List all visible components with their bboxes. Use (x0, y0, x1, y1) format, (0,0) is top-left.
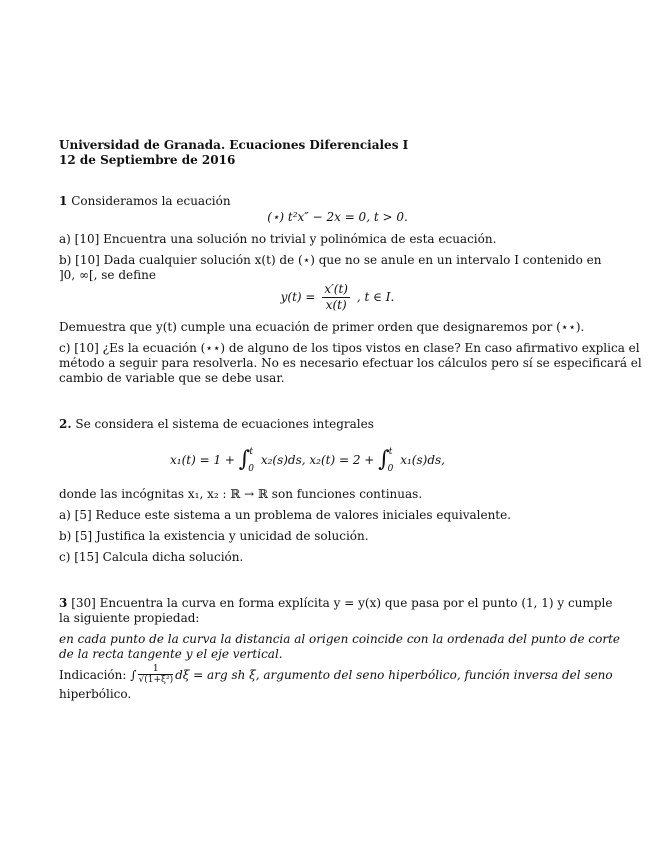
p3-indicacion-line2: hiperbólico. (59, 687, 132, 701)
p1-demuestra: Demuestra que y(t) cumple una ecuación de primer orden que designaremos por (⋆⋆). (59, 320, 585, 334)
p1-y-lhs: y(t) = (280, 290, 316, 304)
p2-integral-system (0, 444, 635, 477)
integral-sign-2: ∫ (378, 446, 390, 472)
p2-intro-text: Se considera el sistema de ecuaciones integrales (75, 417, 374, 431)
p3-number: 3 (59, 596, 68, 610)
p1-part-c-line1: c) [10] ¿Es la ecuación (⋆⋆) de alguno de los tipos vistos en clase? En caso afirmativo explica el (59, 341, 640, 355)
p3-ind-numerator: 1 (138, 665, 173, 675)
integral-upper-2: t (388, 446, 393, 457)
integral-lower-2: 0 (387, 463, 394, 474)
p1-intro-text: Consideramos la ecuación (71, 194, 231, 208)
p3-l1-text: [30] Encuentra la curva en forma explícita y = y(x) que pasa por el punto (1, 1) y cumple (71, 596, 613, 610)
header-date: 12 de Septiembre de 2016 (59, 153, 236, 167)
p1-part-c-line2: método a seguir para resolverla. No es necesario efectuar los cálculos pero sí se especificará el (59, 356, 642, 370)
p3-ind-rest: dξ = arg sh ξ, argumento del seno hiperbólico, función inversa del seno (175, 668, 613, 682)
integral-upper-1: t (249, 446, 253, 457)
p1-y-definition (10, 281, 655, 313)
p3-statement-line2: la siguiente propiedad: (59, 611, 200, 625)
p3-indicacion-line1 (59, 664, 613, 686)
p1-equation-star: (⋆) t²x″ − 2x = 0, t > 0. (267, 210, 408, 224)
p1-intro (59, 193, 559, 209)
p3-statement-line1 (59, 595, 613, 611)
p1-y-denominator: x(t) (325, 298, 347, 312)
p2-part-c: c) [15] Calcula dicha solución. (59, 550, 244, 564)
p1-y-fraction (322, 282, 350, 313)
p1-part-b-line2: ]0, ∞[, se define (59, 268, 156, 282)
p1-part-b-line1: b) [10] Dada cualquier solución x(t) de (⋆) que no se anule en un intervalo I contenido en (59, 253, 602, 267)
p2-part-a: a) [5] Reduce este sistema a un problema de valores iniciales equivalente. (59, 508, 512, 522)
p2-intro (59, 416, 559, 432)
p1-y-numerator: x′(t) (324, 282, 348, 296)
integral-sign-1: ∫ (238, 446, 251, 472)
p3-ind-denominator: √(1+ξ²) (138, 675, 174, 685)
p2-part-b: b) [5] Justifica la existencia y unicidad de solución. (59, 529, 369, 543)
p2-eq-part1: x₁(t) = 1 + (170, 453, 235, 467)
header-university: Universidad de Granada. Ecuaciones Diferenciales I (59, 138, 409, 152)
integral-lower-1: 0 (248, 463, 254, 474)
p2-eq-part3: x₁(s)ds, (400, 453, 445, 467)
p1-y-rhs: , t ∈ I. (356, 290, 395, 304)
p3-property-line2: de la recta tangente y el eje vertical. (59, 647, 283, 661)
p2-eq-part2: x₂(s)ds, x₂(t) = 2 + (260, 453, 375, 467)
p1-part-a: a) [10] Encuentra una solución no trivial y polinómica de esta ecuación. (59, 232, 497, 246)
p2-donde: donde las incógnitas x₁, x₂ : ℝ → ℝ son funciones continuas. (59, 487, 423, 501)
p2-number: 2. (59, 417, 72, 431)
p3-ind-label: Indicación: ∫ (59, 668, 137, 682)
p3-ind-fraction (138, 665, 173, 686)
p1-part-c-line3: cambio de variable que se debe usar. (59, 371, 285, 385)
p1-number: 1 (59, 194, 68, 208)
p3-property-line1: en cada punto de la curva la distancia al origen coincide con la ordenada del punto de corte (59, 632, 621, 646)
